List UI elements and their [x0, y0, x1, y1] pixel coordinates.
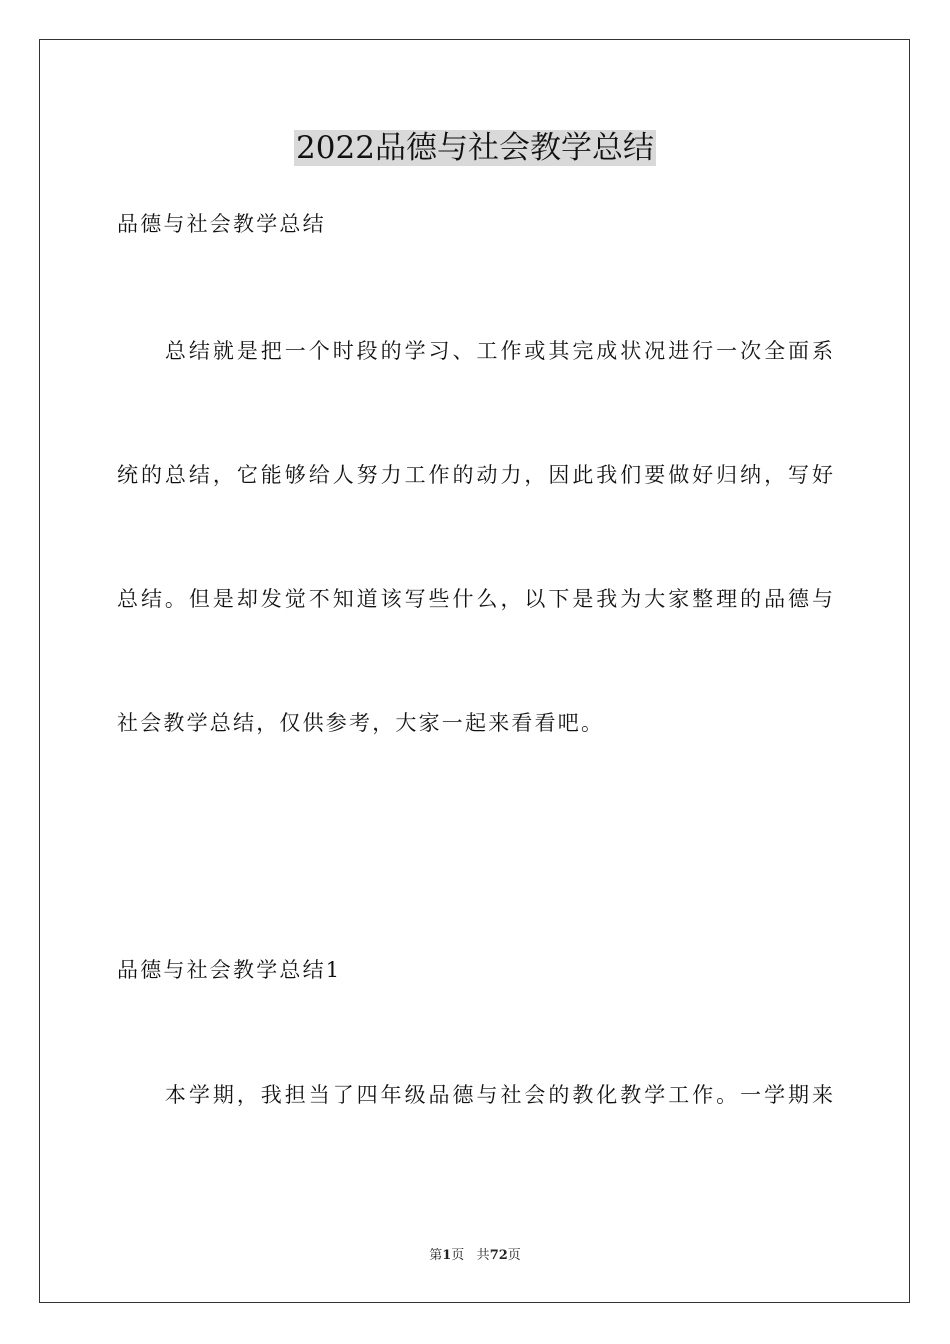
page-number-prefix: 第	[429, 1248, 443, 1263]
page-total-prefix: 共	[476, 1248, 490, 1263]
page-total-suffix: 页	[507, 1248, 521, 1263]
document-subtitle: 品德与社会教学总结	[117, 212, 326, 236]
page-number-current: 1	[442, 1248, 452, 1263]
page-footer	[0, 1247, 950, 1265]
intro-line-4: 社会教学总结，仅供参考，大家一起来看看吧。	[117, 711, 605, 735]
intro-line-1: 总结就是把一个时段的学习、工作或其完成状况进行一次全面系	[117, 339, 833, 363]
intro-line-2: 统的总结，它能够给人努力工作的动力，因此我们要做好归纳，写好	[117, 463, 833, 487]
section-heading: 品德与社会教学总结1	[117, 958, 342, 982]
page-number-suffix: 页	[451, 1248, 465, 1263]
document-title	[0, 126, 950, 170]
page-total: 72	[489, 1248, 508, 1263]
document-title-text: 2022品德与社会教学总结	[296, 130, 654, 166]
section-line-1: 本学期，我担当了四年级品德与社会的教化教学工作。一学期来	[117, 1083, 833, 1107]
intro-line-3: 总结。但是却发觉不知道该写些什么，以下是我为大家整理的品德与	[117, 587, 833, 611]
